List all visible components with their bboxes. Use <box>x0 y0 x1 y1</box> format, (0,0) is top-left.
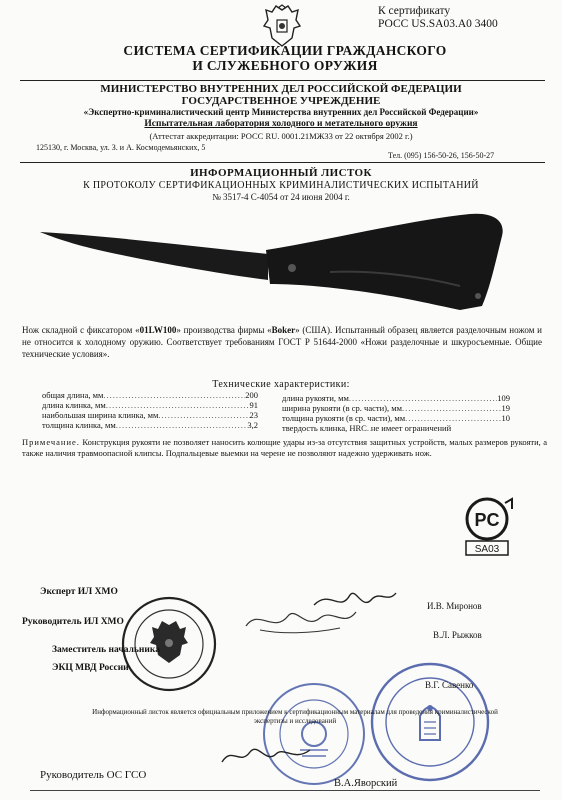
spec-label: толщина клинка, мм <box>42 420 116 430</box>
cert-ref-line1: К сертификату <box>378 5 451 17</box>
note-label: Примечание. <box>22 437 80 447</box>
spec-row <box>42 420 258 430</box>
certification-mark-icon <box>458 495 516 557</box>
spec-value: 109 <box>497 393 510 403</box>
spec-label: длина рукояти, мм <box>282 393 349 403</box>
spec-value: 19 <box>501 403 510 413</box>
desc-part3: » (США). Испытанный образец является разделочным ножом и не относится к холодному оружию. Соответствует требованиям ГОСТ Р 51644-2000 «Ножи разделочные и шкуросъемные. Общие технические условия». <box>22 325 542 359</box>
footer-note: Информационный листок является официальным приложением к сертификационным материалам для проведения криминалистической экспертизы и исследований <box>92 708 498 725</box>
lab-name: Испытательная лаборатория холодного и метательного оружия <box>144 119 418 129</box>
ministry-name <box>0 83 562 107</box>
spec-label: ширина рукояти (в ср. части), мм <box>282 403 402 413</box>
desc-maker: Boker <box>271 325 296 335</box>
signature-os <box>218 740 314 770</box>
specs-right-column <box>282 393 510 433</box>
mark-code: SA03 <box>474 544 500 555</box>
signer-name: В.Г. Савенко <box>425 680 474 690</box>
desc-model: 01LW100 <box>139 325 177 335</box>
spec-row <box>282 393 510 403</box>
spec-label: наибольшая ширина клинка, мм <box>42 410 159 420</box>
ministry-line1: МИНИСТЕРСТВО ВНУТРЕННИХ ДЕЛ РОССИЙСКОЙ ФЕДЕРАЦИИ <box>100 83 462 95</box>
document-title: ИНФОРМАЦИОННЫЙ ЛИСТОК <box>190 167 372 179</box>
spec-value: 23 <box>249 410 258 420</box>
spec-value: 3,2 <box>247 420 258 430</box>
certificate-reference <box>378 5 498 31</box>
certification-head-role: Руководитель ОС ГСО <box>40 769 147 781</box>
note <box>22 437 547 459</box>
knife-image <box>30 210 530 315</box>
desc-part2: » производства фирмы « <box>176 325 272 335</box>
spec-label: толщина рукояти (в ср. части), мм <box>282 413 406 423</box>
certification-head-name: В.А.Яворский <box>334 778 398 789</box>
spec-value: 10 <box>501 413 510 423</box>
header-divider <box>20 80 545 81</box>
signer-role: Заместитель начальника <box>52 645 160 655</box>
institution-divider <box>20 162 545 163</box>
signer-role-line2: ЭКЦ МВД России <box>52 663 129 673</box>
signer-role: Эксперт ИЛ ХМО <box>40 587 118 597</box>
russian-coat-of-arms-icon <box>262 4 302 48</box>
system-title <box>60 43 510 73</box>
spec-value: 200 <box>245 390 258 400</box>
desc-part1: Нож складной с фиксатором « <box>22 325 140 335</box>
spec-row <box>282 423 510 433</box>
certification-body-stamp <box>260 680 368 788</box>
specs-left-column <box>42 390 258 430</box>
signer-role: Руководитель ИЛ ХМО <box>22 617 124 627</box>
protocol-number: № 3517-4 С-4054 от 24 июня 2004 г. <box>212 192 350 202</box>
specs-title: Технические характеристики: <box>212 379 350 390</box>
spec-row <box>282 413 510 423</box>
address: 125130, г. Москва, ул. З. и А. Космодемьянских, 5 <box>36 143 206 152</box>
spec-row <box>42 400 258 410</box>
spec-label: общая длина, мм <box>42 390 104 400</box>
note-text: Конструкция рукояти не позволяет наносить колющие удары из-за отсутствия защитных устройств, малых размеров рукояти, а также наличия травмоопасной клипсы. Подпальцевые выемки на черене не позволяют надежно удерживать нож. <box>22 437 547 458</box>
signature-head <box>240 600 360 640</box>
spec-label: твердость клинка, HRC <box>282 423 367 433</box>
signer-name: И.В. Миронов <box>427 601 482 611</box>
spec-row <box>42 390 258 400</box>
spec-value: не имеет ограничений <box>370 423 452 433</box>
center-name: «Экспертно-криминалистический центр Министерства внутренних дел Российской Федерации» <box>83 107 479 117</box>
signer-name: В.Л. Рыжков <box>433 630 482 640</box>
phone: Тел. (095) 156-50-26, 156-50-27 <box>388 151 495 160</box>
mark-logo-letters: PC <box>474 510 500 530</box>
accreditation: (Аттестат аккредитации: РОСС RU. 0001.21МЖ33 от 22 октября 2002 г.) <box>149 131 413 141</box>
bottom-divider <box>30 790 540 791</box>
spec-label: длина клинка, мм <box>42 400 106 410</box>
spec-value: 91 <box>249 400 258 410</box>
spec-row <box>42 410 258 420</box>
spec-row <box>282 403 510 413</box>
system-title-line1: СИСТЕМА СЕРТИФИКАЦИИ ГРАЖДАНСКОГО <box>123 43 447 58</box>
cert-ref-line2: РОСС US.SA03.A0 3400 <box>378 18 498 30</box>
document-subtitle: К ПРОТОКОЛУ СЕРТИФИКАЦИОННЫХ КРИМИНАЛИСТИЧЕСКИХ ИСПЫТАНИЙ <box>83 180 479 191</box>
official-seal-stamp <box>120 595 218 693</box>
ministry-line2: ГОСУДАРСТВЕННОЕ УЧРЕЖДЕНИЕ <box>181 95 381 107</box>
item-description <box>22 324 542 360</box>
system-title-line2: И СЛУЖЕБНОГО ОРУЖИЯ <box>192 58 378 73</box>
